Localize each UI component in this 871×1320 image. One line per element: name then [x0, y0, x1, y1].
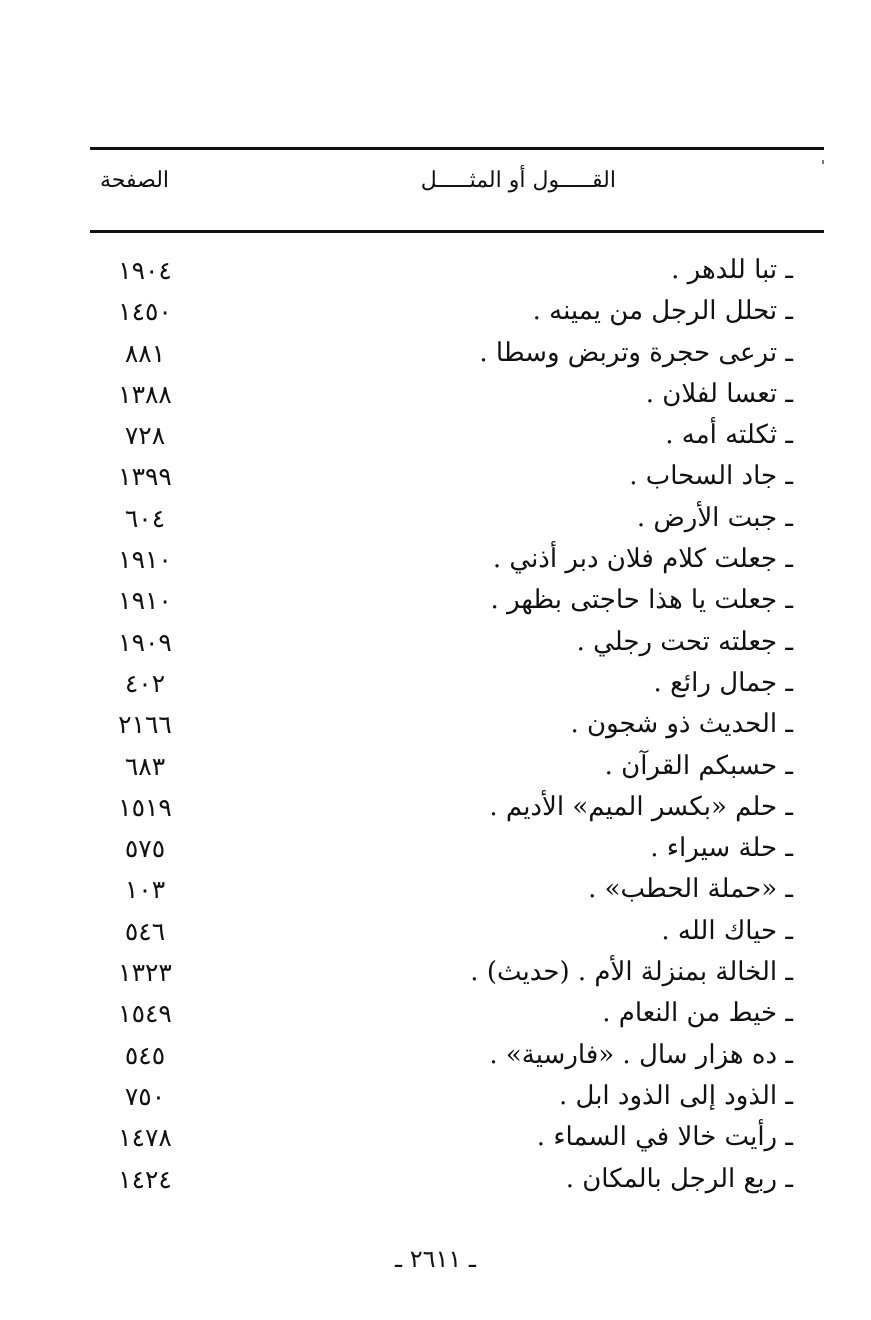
- list-item: [0, 1076, 871, 1117]
- saying-text: ـ خيط من النعام .: [602, 998, 793, 1029]
- list-item: [0, 663, 871, 704]
- page-reference: ١٩٠٤: [118, 256, 172, 285]
- page-reference: ٥٤٥: [124, 1040, 166, 1070]
- list-item: [0, 1159, 871, 1200]
- page-reference: ٤٠٢: [124, 668, 166, 698]
- saying-text: ـ ترعى حجرة وتربض وسطا .: [479, 337, 793, 368]
- list-item: [0, 415, 871, 456]
- page-reference: ١٣٢٣: [118, 958, 172, 988]
- page-reference: ٦٨٣: [124, 751, 166, 781]
- page-reference: ٧٢٨: [124, 421, 166, 451]
- list-item: [0, 911, 871, 952]
- page-reference: ٢١٦٦: [118, 710, 172, 740]
- list-item: [0, 622, 871, 663]
- saying-text: ـ تحلل الرجل من يمينه .: [532, 296, 793, 327]
- saying-text: ـ الحديث ذو شجون .: [570, 709, 793, 740]
- saying-text: ـ ده هزار سال . «فارسية» .: [489, 1039, 793, 1070]
- saying-text: ـ حياك الله .: [661, 915, 793, 946]
- saying-text: ـ جعلته تحت رجلي .: [576, 626, 793, 657]
- list-item: [0, 333, 871, 374]
- saying-text: ـ تعسا لفلان .: [645, 378, 793, 409]
- saying-text: ـ الذود إلى الذود ابل .: [558, 1080, 793, 1111]
- column-header-page: الصفحة: [100, 168, 170, 193]
- print-speck: [822, 160, 824, 164]
- page-reference: ٥٤٦: [124, 916, 166, 946]
- page-reference: ١٩١٠: [118, 545, 172, 575]
- page-reference: ٨٨١: [124, 338, 166, 368]
- list-item: [0, 498, 871, 539]
- list-item: [0, 787, 871, 828]
- saying-text: ـ جعلت يا هذا حاجتى بظهر .: [490, 585, 793, 616]
- page-reference: ٦٠٤: [124, 503, 166, 533]
- list-item: [0, 869, 871, 910]
- header-top-rule: [90, 147, 824, 150]
- list-item: [0, 828, 871, 869]
- saying-text: ـ ثكلته أمه .: [665, 420, 793, 451]
- page-reference: ١٤٧٨: [118, 1123, 172, 1153]
- page-number: ـ ٢٦١١ ـ: [395, 1245, 476, 1273]
- list-item: [0, 250, 871, 291]
- saying-text: ـ جاد السحاب .: [629, 461, 793, 492]
- page-reference: ١٩١٠: [118, 586, 172, 616]
- page-reference: ١٥٤٩: [118, 999, 172, 1029]
- saying-text: ـ تبا للدهر .: [671, 255, 793, 285]
- saying-text: ـ جعلت كلام فلان دبر أذني .: [492, 544, 793, 575]
- list-item: [0, 539, 871, 580]
- page-reference: ٥٧٥: [124, 834, 166, 864]
- saying-text: ـ جبت الأرض .: [636, 502, 793, 533]
- page-reference: ١٩٠٩: [118, 627, 172, 657]
- list-item: [0, 1117, 871, 1158]
- page-reference: ١٤٥٠: [118, 297, 172, 327]
- list-item: [0, 952, 871, 993]
- page-reference: ١٠٣: [124, 875, 166, 905]
- page-reference: ١٣٩٩: [118, 462, 172, 492]
- saying-text: ـ رأيت خالا في السماء .: [536, 1122, 793, 1153]
- saying-text: ـ جمال رائع .: [653, 667, 793, 698]
- saying-text: ـ حلة سيراء .: [650, 833, 793, 864]
- saying-text: ـ ربع الرجل بالمكان .: [565, 1163, 793, 1194]
- list-item: [0, 291, 871, 332]
- page-reference: ١٤٢٤: [118, 1164, 172, 1194]
- column-header-saying: القـــــول أو المثـــــل: [420, 168, 616, 193]
- list-item: [0, 746, 871, 787]
- list-item: [0, 704, 871, 745]
- list-item: [0, 456, 871, 497]
- list-item: [0, 1035, 871, 1076]
- list-item: [0, 580, 871, 621]
- page-reference: ١٣٨٨: [118, 379, 172, 409]
- header-bottom-rule: [90, 230, 824, 233]
- page-reference: ١٥١٩: [118, 792, 172, 822]
- page-reference: ٧٥٠: [124, 1081, 166, 1111]
- list-item: [0, 374, 871, 415]
- saying-text: ـ «حملة الحطب» .: [588, 874, 793, 905]
- list-item: [0, 993, 871, 1034]
- saying-text: ـ الخالة بمنزلة الأم . (حديث) .: [470, 957, 793, 988]
- saying-text: ـ حسبكم القرآن .: [604, 750, 793, 781]
- index-list: [0, 250, 871, 1200]
- saying-text: ـ حلم «بكسر الميم» الأديم .: [489, 791, 793, 822]
